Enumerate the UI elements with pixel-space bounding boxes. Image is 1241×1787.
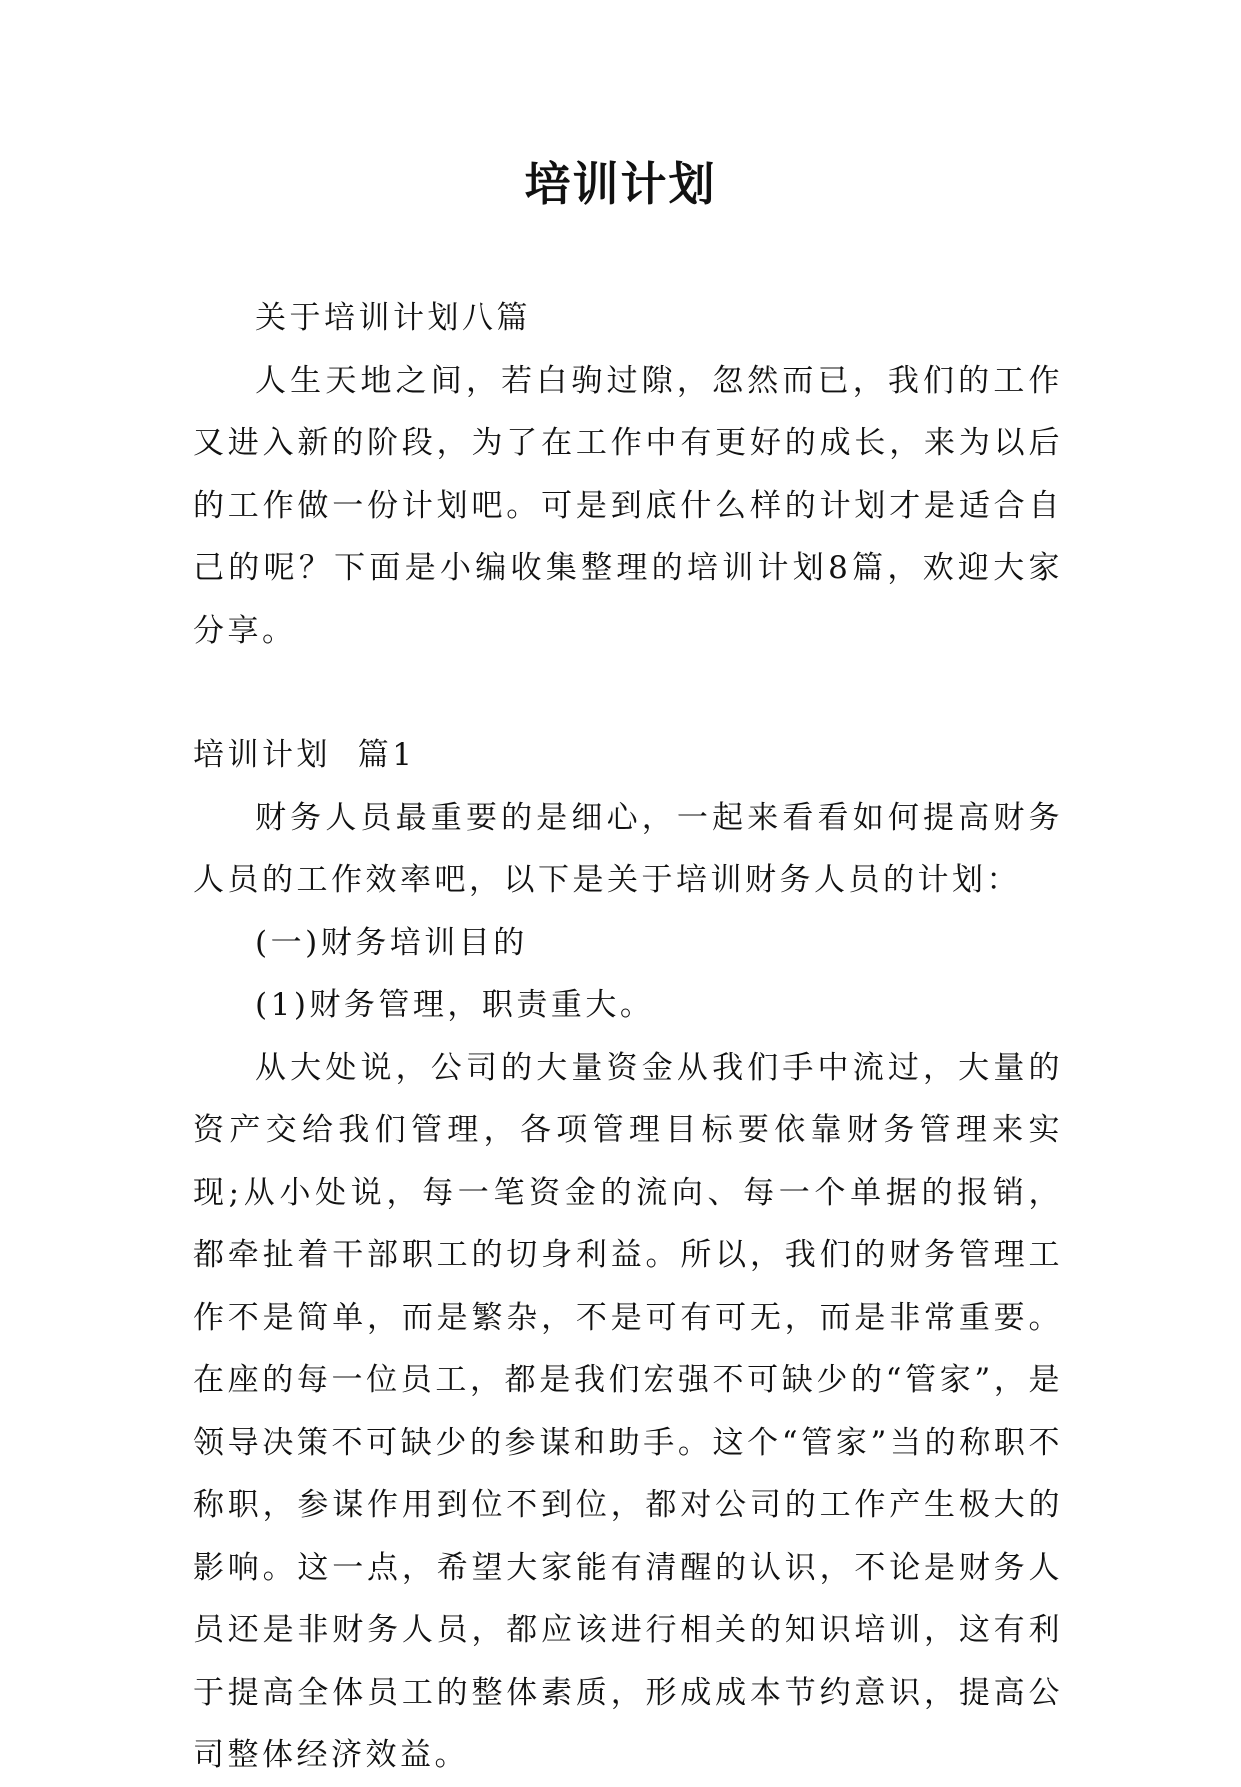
section-heading: 培训计划 篇1 [193,737,416,773]
paragraph: (一)财务培训目的 [255,924,528,961]
paragraph: 财务人员最重要的是细心，一起来看看如何提高财务人员的工作效率吧，以下是关于培训财务人员的计划： [193,799,1063,898]
intro-paragraph: 人生天地之间，若白驹过隙，忽然而已，我们的工作又进入新的阶段，为了在工作中有更好的成长，来为以后的工作做一份计划吧。可是到底什么样的计划才是适合自己的呢？下面是小编收集整理的培训计划8篇，欢迎大家分享。 [193,362,1063,649]
document-body [193,287,1063,1787]
document-title: 培训计划 [524,157,717,211]
paragraph: (1)财务管理，职责重大。 [255,987,655,1023]
spacer [193,662,1063,724]
document-subtitle: 关于培训计划八篇 [255,300,531,336]
paragraph: 从大处说，公司的大量资金从我们手中流过，大量的资产交给我们管理，各项管理目标要依靠财务管理来实现;从小处说，每一笔资金的流向、每一个单据的报销，都牵扯着干部职工的切身利益。所以，我们的财务管理工作不是简单，而是繁杂，不是可有可无，而是非常重要。在座的每一位员工，都是我们宏强不可缺少的“管家”，是领导决策不可缺少的参谋和助手。这个“管家”当的称职不称职，参谋作用到位不到位，都对公司的工作产生极大的影响。这一点，希望大家能有清醒的认识，不论是财务人员还是非财务人员，都应该进行相关的知识培训，这有利于提高全体员工的整体素质，形成成本节约意识，提高公司整体经济效益。 [193,1049,1063,1773]
